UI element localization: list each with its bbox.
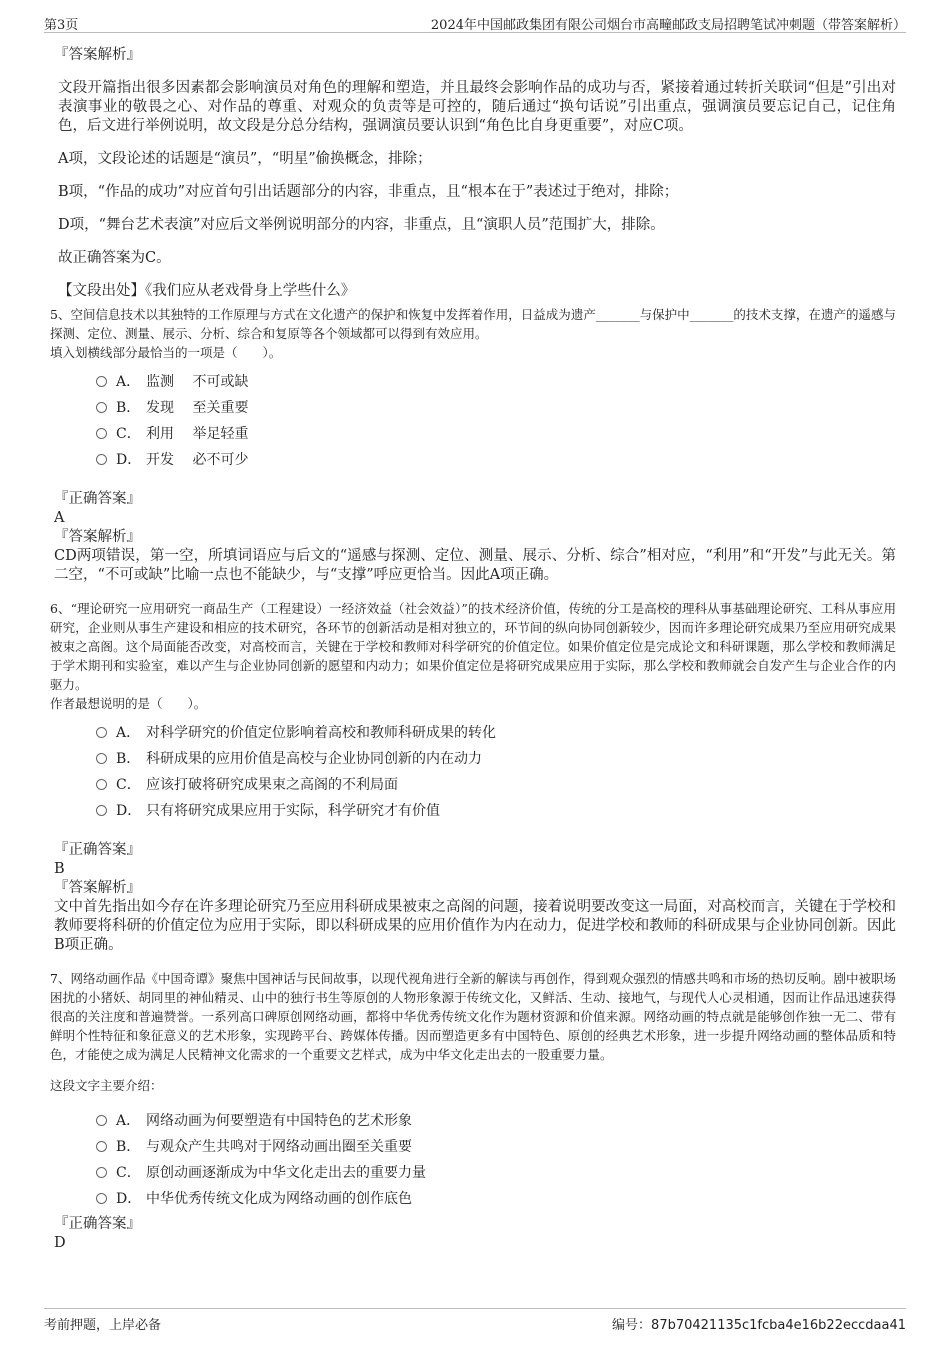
- radio-icon[interactable]: [96, 428, 107, 439]
- q5-prompt: 填入划横线部分最恰当的一项是（ ）。: [50, 345, 282, 360]
- q4-note-d: D项，“舞台艺术表演”对应后文举例说明部分的内容，非重点，且“演职人员”范围扩大，排除。: [58, 217, 665, 233]
- q5-answer: A: [54, 510, 65, 526]
- q6-prompt: 作者最想说明的是（ ）。: [50, 696, 207, 711]
- page-number: 第3页: [44, 18, 79, 33]
- q6-options: [54, 719, 896, 823]
- q5-stem: 5、空间信息技术以其独特的工作原理与方式在文化遗产的保护和恢复中发挥着作用，日益成为遗产_______与保护中_______的技术支撑，在遗产的遥感与探测、定位、测量、展示、分析、综合和复原等各个领域都可以得到有效应用。: [50, 307, 896, 341]
- q7-option-c[interactable]: C． 原创动画逐渐成为中华文化走出去的重要力量: [96, 1159, 896, 1185]
- radio-icon[interactable]: [96, 1141, 107, 1152]
- q5-option-a[interactable]: A． 监测 不可或缺: [96, 368, 896, 394]
- q7-answer-label: 『正确答案』: [54, 1216, 141, 1232]
- q6-answer-label: 『正确答案』: [54, 842, 141, 858]
- q6-option-a[interactable]: A． 对科学研究的价值定位影响着高校和教师科研成果的转化: [96, 719, 896, 745]
- q6-analysis-label: 『答案解析』: [54, 880, 141, 896]
- q4-note-a: A项，文段论述的话题是“演员”，“明星”偷换概念，排除；: [58, 151, 432, 167]
- q4-analysis: 文段开篇指出很多因素都会影响演员对角色的理解和塑造，并且最终会影响作品的成功与否，紧接着通过转折关联词“但是”引出对表演事业的敬畏之心、对作品的尊重、对观众的负责等是可控的，随后通过“换句话说”引出重点，强调演员要忘记自己，记住角色，后文进行举例说明，故文段是分总分结构，强调演员要认识到“角色比自身更重要”，对应C项。: [58, 80, 896, 134]
- q7-options: [54, 1107, 896, 1211]
- q6-option-b[interactable]: B． 科研成果的应用价值是高校与企业协同创新的内在动力: [96, 745, 896, 771]
- q7-answer: D: [54, 1235, 66, 1251]
- q7-option-d[interactable]: D． 中华优秀传统文化成为网络动画的创作底色: [96, 1185, 896, 1211]
- header-divider: [44, 32, 906, 33]
- q5-options: [54, 368, 896, 472]
- q6-analysis: 文中首先指出如今存在许多理论研究乃至应用科研成果被束之高阁的问题，接着说明要改变这一局面，对高校而言，关键在于学校和教师要将科研的价值定位为应用于实际，即以科研成果的应用价值作为内在动力，促进学校和教师的科研成果与企业协同创新。因此B项正确。: [54, 899, 896, 953]
- q4-analysis-label: 『答案解析』: [54, 47, 141, 63]
- q6-option-d[interactable]: D． 只有将研究成果应用于实际，科学研究才有价值: [96, 797, 896, 823]
- q7-prompt: 这段文字主要介绍：: [50, 1078, 163, 1093]
- q4-source: 【文段出处】《我们应从老戏骨身上学些什么》: [58, 283, 356, 299]
- q7-option-a[interactable]: A． 网络动画为何要塑造有中国特色的艺术形象: [96, 1107, 896, 1133]
- radio-icon[interactable]: [96, 727, 107, 738]
- q6-option-c[interactable]: C． 应该打破将研究成果束之高阁的不利局面: [96, 771, 896, 797]
- q7-stem: 7、网络动画作品《中国奇谭》聚焦中国神话与民间故事，以现代视角进行全新的解读与再创作，得到观众强烈的情感共鸣和市场的热切反响。剧中被职场困扰的小猪妖、胡同里的神仙精灵、山中的独行书生等原创的人物形象源于传统文化，又鲜活、生动、接地气，与现代人心灵相通，因而让作品迅速获得很高的关注度和普遍赞誉。一系列高口碑原创网络动画，都将中华优秀传统文化作为题材资源和价值来源。网络动画的特点就是能够创作独一无二、带有鲜明个性特征和象征意义的艺术形象，实现跨平台、跨媒体传播。因而塑造更多有中国特色、原创的经典艺术形象，进一步提升网络动画的整体品质和特色，才能使之成为满足人民精神文化需求的一个重要文艺样式，成为中华文化走出去的一股重要力量。: [50, 971, 896, 1062]
- page-header: [0, 0, 950, 34]
- q4-note-b: B项，“作品的成功”对应首句引出话题部分的内容，非重点，且“根本在于”表述过于绝对，排除；: [58, 184, 679, 200]
- q6-stem: 6、“理论研究一应用研究一商品生产（工程建设）一经济效益（社会效益）”的技术经济价值，传统的分工是高校的理科从事基础理论研究、工科从事应用研究，企业则从事生产建设和相应的技术研究，各环节的创新活动是相对独立的，环节间的纵向协同创新较少，因而许多理论研究成果乃至应用研究成果被束之高阁。这个局面能否改变，对高校而言，关键在于学校和教师对科学研究的价值定位。如果价值定位是完成论文和科研课题，那么学校和教师满足于学术期刊和实验室，难以产生与企业协同创新的愿望和内动力；如果价值定位是将研究成果应用于实际，那么学校和教师就会自发产生与企业合作的内驱力。: [50, 601, 896, 692]
- radio-icon[interactable]: [96, 376, 107, 387]
- footer-slogan: 考前押题，上岸必备: [44, 1318, 162, 1333]
- q5-option-d[interactable]: D． 开发 必不可少: [96, 446, 896, 472]
- radio-icon[interactable]: [96, 402, 107, 413]
- radio-icon[interactable]: [96, 454, 107, 465]
- q5-option-b[interactable]: B． 发现 至关重要: [96, 394, 896, 420]
- document-code: [612, 1314, 906, 1333]
- q4-conclusion: 故正确答案为C。: [58, 250, 171, 266]
- radio-icon[interactable]: [96, 779, 107, 790]
- radio-icon[interactable]: [96, 753, 107, 764]
- page-footer: [0, 1308, 950, 1345]
- footer-divider: [44, 1308, 906, 1309]
- radio-icon[interactable]: [96, 805, 107, 816]
- q5-answer-label: 『正确答案』: [54, 491, 141, 507]
- document-code-value: 87b70421135c1fcba4e16b22eccdaa41: [651, 1318, 906, 1333]
- radio-icon[interactable]: [96, 1115, 107, 1126]
- document-code-label: 编号：: [612, 1318, 652, 1333]
- radio-icon[interactable]: [96, 1193, 107, 1204]
- q6-answer: B: [54, 861, 65, 877]
- q5-analysis-label: 『答案解析』: [54, 529, 141, 545]
- page-content: [50, 46, 896, 1253]
- q5-option-c[interactable]: C． 利用 举足轻重: [96, 420, 896, 446]
- document-title: 2024年中国邮政集团有限公司烟台市高疃邮政支局招聘笔试冲刺题（带答案解析）: [430, 18, 906, 33]
- q5-analysis: CD两项错误，第一空，所填词语应与后文的“遥感与探测、定位、测量、展示、分析、综合”相对应，“利用”和“开发”与此无关。第二空，“不可或缺”比喻一点也不能缺少，与“支撑”呼应更恰当。因此A项正确。: [54, 548, 896, 583]
- q7-option-b[interactable]: B． 与观众产生共鸣对于网络动画出圈至关重要: [96, 1133, 896, 1159]
- radio-icon[interactable]: [96, 1167, 107, 1178]
